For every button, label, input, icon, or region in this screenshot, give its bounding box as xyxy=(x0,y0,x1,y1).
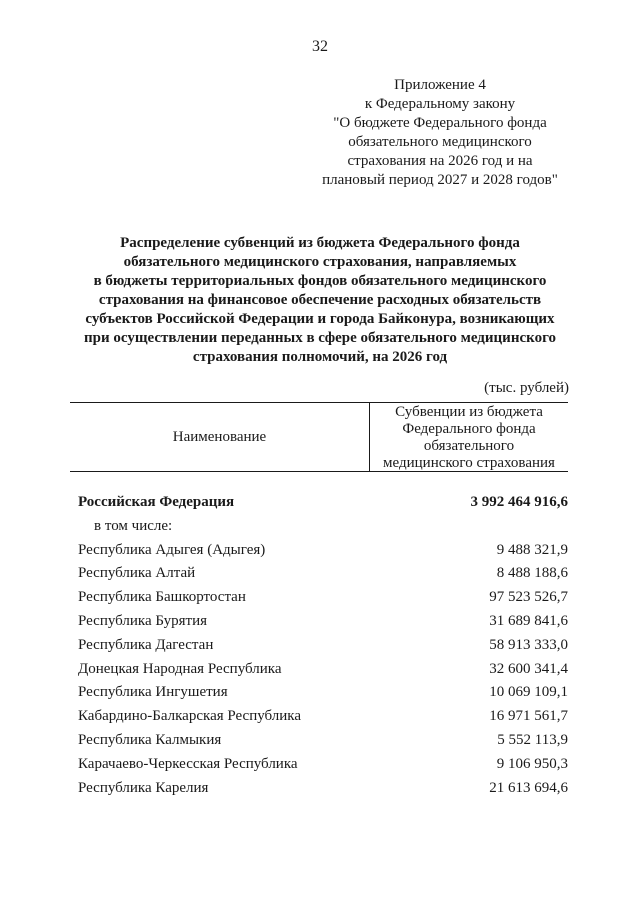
table-row xyxy=(78,682,568,706)
row-name: Республика Калмыкия xyxy=(78,731,222,748)
title-line: страхования полномочий, на 2026 год xyxy=(192,349,448,365)
row-name: Российская Федерация xyxy=(78,494,235,510)
table-row xyxy=(78,540,568,564)
row-value: 16 971 561,7 xyxy=(489,708,568,725)
table-row xyxy=(78,563,568,587)
row-name: Республика Дагестан xyxy=(78,636,214,653)
table-row xyxy=(78,659,568,683)
table-row xyxy=(78,778,568,802)
row-value: 10 069 109,1 xyxy=(489,684,568,701)
subheading-text: в том числе: xyxy=(94,517,173,534)
appendix-line: страхования на 2026 год и на xyxy=(347,153,533,169)
row-name: Республика Башкортостан xyxy=(78,589,246,606)
column-header-value-line: Федерального фонда xyxy=(402,421,536,437)
row-value: 5 552 113,9 xyxy=(497,731,568,748)
table-row xyxy=(78,635,568,659)
column-header-value-line: медицинского страхования xyxy=(383,455,555,471)
row-value: 58 913 333,0 xyxy=(489,636,568,653)
table-body xyxy=(78,492,568,801)
column-header-value xyxy=(370,403,568,472)
row-value: 9 488 321,9 xyxy=(496,541,568,558)
units-label: (тыс. рублей) xyxy=(484,380,569,396)
title-line: обязательного медицинского страхования, направляемых xyxy=(123,254,517,270)
column-header-value-line: обязательного xyxy=(423,438,515,454)
appendix-reference xyxy=(300,76,580,190)
row-name: Республика Алтай xyxy=(78,565,196,582)
row-value: 21 613 694,6 xyxy=(489,779,568,796)
column-header-value-line: Субвенции из бюджета xyxy=(395,404,543,420)
row-name: Республика Карелия xyxy=(78,779,209,796)
table-row xyxy=(78,730,568,754)
appendix-line: плановый период 2027 и 2028 годов" xyxy=(322,172,558,188)
title-line: в бюджеты территориальных фондов обязательного медицинского xyxy=(93,273,547,289)
column-header-name-text: Наименование xyxy=(172,428,267,445)
appendix-line: обязательного медицинского xyxy=(348,134,532,150)
row-value: 9 106 950,3 xyxy=(496,755,568,772)
title-line: при осуществлении переданных в сфере обязательного медицинского xyxy=(83,330,557,346)
appendix-line: к Федеральному закону xyxy=(364,96,516,112)
row-name: Кабардино-Балкарская Республика xyxy=(78,708,302,725)
title-line: страхования на финансовое обеспечение расходных обязательств xyxy=(98,292,542,308)
row-name: Республика Ингушетия xyxy=(78,684,228,701)
table-row xyxy=(78,754,568,778)
row-name: Республика Бурятия xyxy=(78,612,208,629)
table-row-total xyxy=(78,492,568,516)
table-subheading xyxy=(78,516,568,540)
title-line: субъектов Российской Федерации и города Байконура, возникающих xyxy=(85,311,555,327)
appendix-line: "О бюджете Федерального фонда xyxy=(333,115,547,131)
row-name: Донецкая Народная Республика xyxy=(78,660,282,677)
row-value: 3 992 464 916,6 xyxy=(470,494,568,510)
column-header-name xyxy=(70,403,370,471)
row-value: 31 689 841,6 xyxy=(489,612,568,629)
row-name: Республика Адыгея (Адыгея) xyxy=(78,541,266,558)
row-value: 8 488 188,6 xyxy=(496,565,568,582)
table-row xyxy=(78,611,568,635)
table-row xyxy=(78,587,568,611)
row-name: Карачаево-Черкесская Республика xyxy=(78,755,298,772)
title-line: Распределение субвенций из бюджета Федерального фонда xyxy=(120,235,520,251)
table-header xyxy=(70,402,568,472)
appendix-line: Приложение 4 xyxy=(394,77,486,93)
document-title xyxy=(60,234,580,367)
row-value: 32 600 341,4 xyxy=(489,660,568,677)
row-value: 97 523 526,7 xyxy=(489,589,568,606)
page-number: 32 xyxy=(312,38,328,55)
table-row xyxy=(78,706,568,730)
